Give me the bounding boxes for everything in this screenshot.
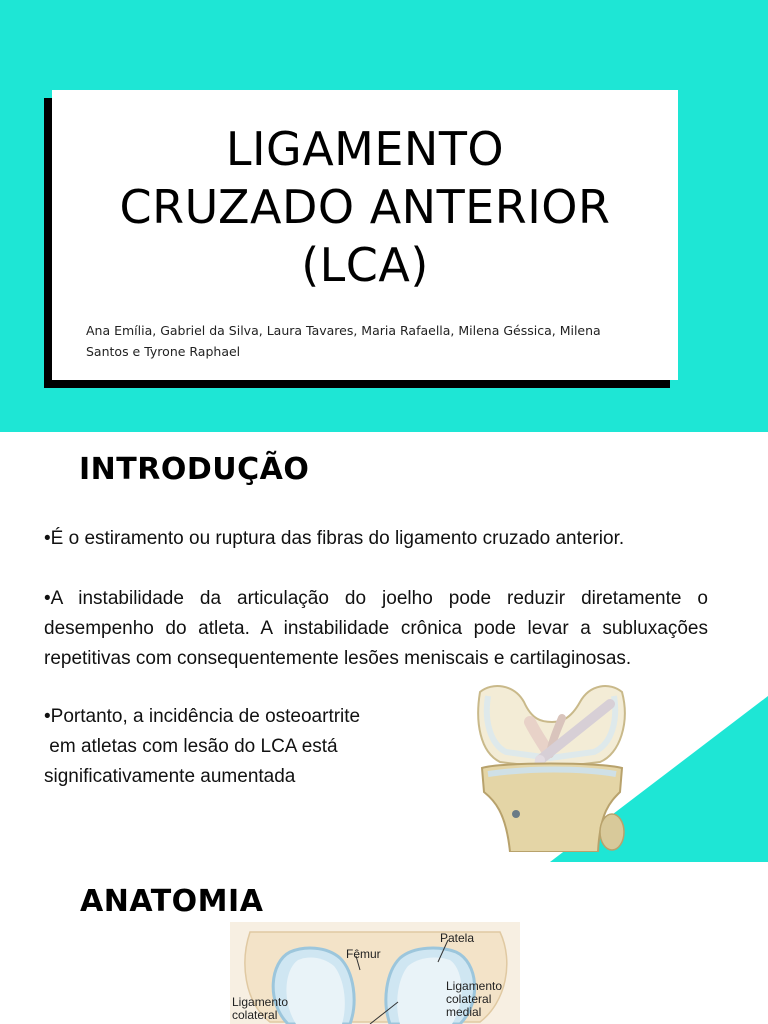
intro-paragraph-2: •A instabilidade da articulação do joelho pode reduzir diretamente o desempenho do atleta. A instabilidade crônica pode levar a subluxações repetitivas com consequentemente lesões meniscais e cartilaginosas.	[44, 588, 708, 669]
label-femur: Fêmur	[346, 947, 381, 961]
intro-paragraph-3-line-3: significativamente aumentada	[44, 766, 296, 787]
label-lig-med-line-1: Ligamento	[446, 979, 503, 993]
intro-paragraph-1: •É o estiramento ou ruptura das fibras do ligamento cruzado anterior.	[44, 528, 625, 549]
intro-slide	[0, 432, 768, 862]
title-slide	[0, 0, 768, 432]
anatomy-slide	[0, 862, 768, 1024]
authors-line-2: Santos e Tyrone Raphael	[86, 344, 241, 359]
title-line-2: CRUZADO ANTERIOR	[119, 180, 611, 234]
intro-paragraph-3-line-2: em atletas com lesão do LCA está	[44, 736, 338, 757]
label-lig-lat-line-2: colateral	[232, 1008, 278, 1022]
title-line-1: LIGAMENTO	[225, 122, 505, 176]
label-ligamento-colateral-lateral	[232, 996, 302, 1022]
label-patela: Patela	[440, 931, 475, 945]
anatomy-heading: ANATOMIA	[80, 884, 264, 919]
knee-joint-illustration	[470, 682, 636, 852]
label-lig-med-line-2: colateral	[446, 992, 492, 1006]
label-lig-lat-line-1: Ligamento	[232, 995, 289, 1009]
authors	[86, 320, 656, 362]
authors-line-1: Ana Emília, Gabriel da Silva, Laura Tavares, Maria Rafaella, Milena Géssica, Milena	[86, 323, 601, 338]
title-card	[52, 90, 678, 380]
slide-title	[52, 120, 678, 294]
label-ligamento-colateral-medial	[446, 980, 516, 1019]
intro-heading: INTRODUÇÃO	[79, 452, 310, 487]
title-line-3: (LCA)	[301, 238, 429, 292]
label-lig-med-line-3: medial	[446, 1005, 482, 1019]
intro-paragraph-3	[44, 702, 424, 792]
intro-paragraph-3-line-1: •Portanto, a incidência de osteoartrite	[44, 706, 361, 727]
